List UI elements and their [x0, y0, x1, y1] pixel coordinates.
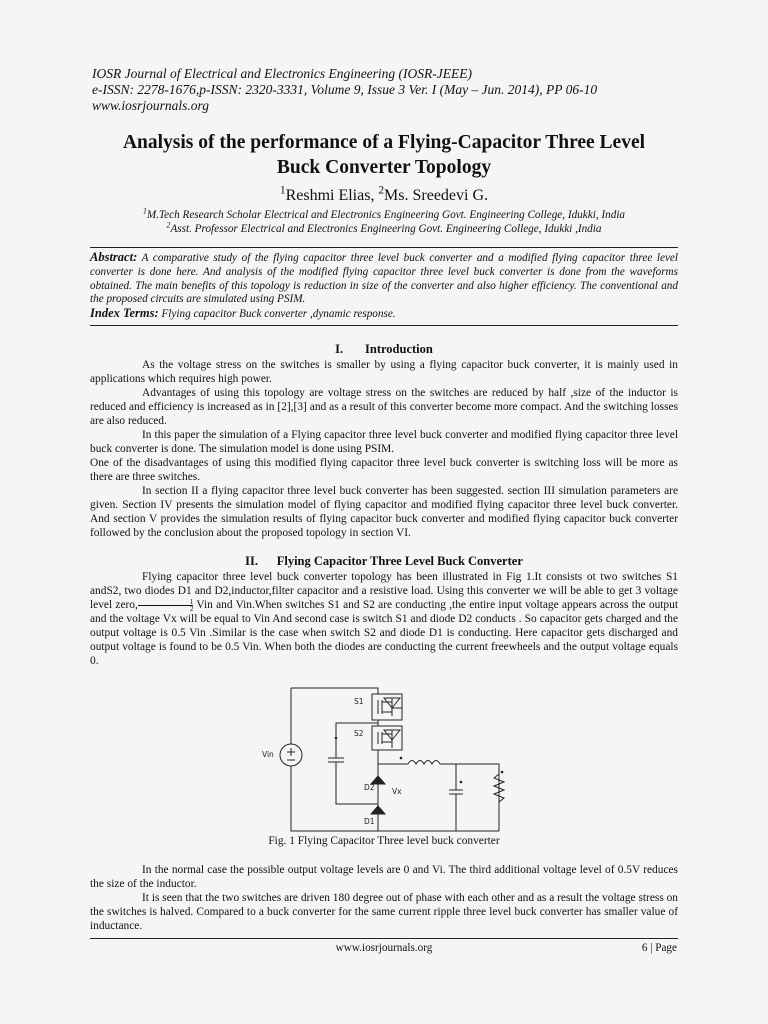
s2-label: S2: [354, 729, 364, 738]
section-1-paragraph-5: In section II a flying capacitor three level buck converter has been suggested. section III simulation parameters are given. Section IV presents the simulation model of flying capacitor and modified flying capacitor three level buck converter. And section V provides the simulation results of flying capacitor buck converter and modified flying capacitor buck converter followed by the conclusion about the proposed topology in section VI.: [90, 485, 678, 539]
journal-name: IOSR Journal of Electrical and Electronics Engineering (IOSR-JEEE): [92, 66, 473, 81]
author-2-marker: 2: [378, 184, 385, 197]
journal-website: www.iosrjournals.org: [92, 98, 210, 113]
d2-label: D2: [364, 783, 375, 792]
fraction-denominator: 2: [189, 604, 194, 613]
section-2-body: [90, 570, 678, 668]
footer-page-number: 6 | Page: [641, 942, 677, 954]
author-1: Reshmi Elias,: [285, 187, 379, 204]
affiliation-1-marker: 1: [142, 206, 147, 216]
index-terms-label: Index Terms: [90, 306, 155, 321]
figure-caption: Fig. 1 Flying Capacitor Three level buck converter: [268, 835, 500, 847]
footer-divider: [90, 938, 678, 939]
affiliation-1-text: M.Tech Research Scholar Electrical and Electronics Engineering Govt. Engineering College, Idukki, India: [146, 209, 626, 221]
footer-website: www.iosrjournals.org: [335, 942, 433, 954]
section-1-paragraph-3: In this paper the simulation of a Flying capacitor three level buck converter and modified flying capacitor three level buck converter is done. The simulation model is done using PSIM.: [90, 429, 678, 455]
section-1-paragraph-2: Advantages of using this topology are voltage stress on the switches are reduced by half ,size of the inductor is reduced and efficiency is increased as in [2],[3] and as a result of this converter become more compact. And the switching losses are also reduced.: [90, 387, 678, 427]
abstract-label: Abstract: [90, 250, 134, 264]
index-terms: [90, 307, 678, 322]
paper-title: [88, 130, 680, 180]
title-line-2: Buck Converter Topology: [276, 157, 492, 178]
authors: [88, 184, 680, 205]
section-2-text-b: Vin and Vin.When switches S1 and S2 are conducting ,the entire input voltage appears across the output and the voltage Vx will be equal to Vin And second case is switch S1 and diode D2 conducts . So capacitor gets charged and the output voltage is 0.5 Vin .Similar is the case when switch S2 and diode D1 is conducting. Here capacitor gets discharged and output voltage is found to be 0.5 Vin. When both the diodes are conducting the current freewheels and the output voltage equals 0.: [90, 599, 678, 667]
section-2-paragraph-1: [90, 570, 678, 668]
journal-header: [92, 66, 597, 114]
abstract: [90, 251, 678, 307]
abstract-box: [90, 247, 678, 326]
journal-issn: e-ISSN: 2278-1676,p-ISSN: 2320-3331, Volume 9, Issue 3 Ver. I (May – Jun. 2014), PP 06-10: [92, 82, 598, 97]
abstract-colon: :: [133, 250, 138, 264]
section-2-text-a: Flying capacitor three level buck converter topology has been illustrated in Fig 1.It consists ot two switches S1 andS2, two diodes D1 and D2,inductor,filter capacitor and a resistive load. Using this converter we will be able to get 3 voltage level zero,: [90, 571, 678, 611]
affiliations: [88, 208, 680, 236]
affiliation-2-marker: 2: [166, 220, 171, 230]
title-line-1: Analysis of the performance of a Flying-Capacitor Three Level: [122, 132, 646, 153]
index-terms-colon: :: [154, 306, 159, 321]
author-2: Ms. Sreedevi G.: [384, 187, 489, 204]
section-2-heading: II. Flying Capacitor Three Level Buck Converter: [245, 554, 523, 568]
section-1-paragraph-1: As the voltage stress on the switches is smaller by using a flying capacitor buck converter, it is mainly used in applications which requires high power.: [90, 359, 678, 385]
affiliation-2-text: Asst. Professor Electrical and Electronics Engineering Govt. Engineering College, Idukki ,India: [170, 223, 602, 235]
author-1-marker: 1: [279, 184, 286, 197]
affiliation-2: [88, 222, 680, 236]
affiliation-1: [88, 208, 680, 222]
abstract-text: A comparative study of the flying capacitor three level buck converter and a modified flying capacitor three level converter is done here. And analysis of the modified flying capacitor three level buck converter is done from the waveforms obtained. The main benefits of this topology is reduction in size of the converter and also higher efficiency. The conventional and the proposed circuits are simulated using PSIM.: [90, 252, 678, 306]
d1-label: D1: [364, 817, 375, 826]
section-1-paragraph-4: One of the disadvantages of using this modified flying capacitor three level buck converter is switching loss will be more as there are three switches.: [90, 457, 678, 483]
s1-label: S1: [354, 697, 364, 706]
section-1-body: [90, 358, 678, 540]
index-terms-text: Flying capacitor Buck converter ,dynamic response.: [158, 308, 396, 321]
after-figure-paragraph-1: In the normal case the possible output voltage levels are 0 and Vi. The third additional voltage level of 0.5V reduces the size of the inductor.: [90, 864, 678, 890]
flying-capacitor-circuit-diagram: [256, 686, 522, 834]
after-figure-paragraph-2: It is seen that the two switches are driven 180 degree out of phase with each other and as a result the voltage stress on the switches is halved. Compared to a buck converter for the same current ripple three level buck converter has smaller value of inductance.: [90, 892, 678, 932]
vx-label: Vx: [392, 787, 402, 796]
one-half-fraction: [138, 599, 194, 612]
fraction-numerator: 1: [138, 599, 194, 606]
after-figure-body: [90, 863, 678, 933]
vin-label: Vin: [262, 750, 274, 759]
section-1-heading: I. Introduction: [335, 342, 433, 356]
